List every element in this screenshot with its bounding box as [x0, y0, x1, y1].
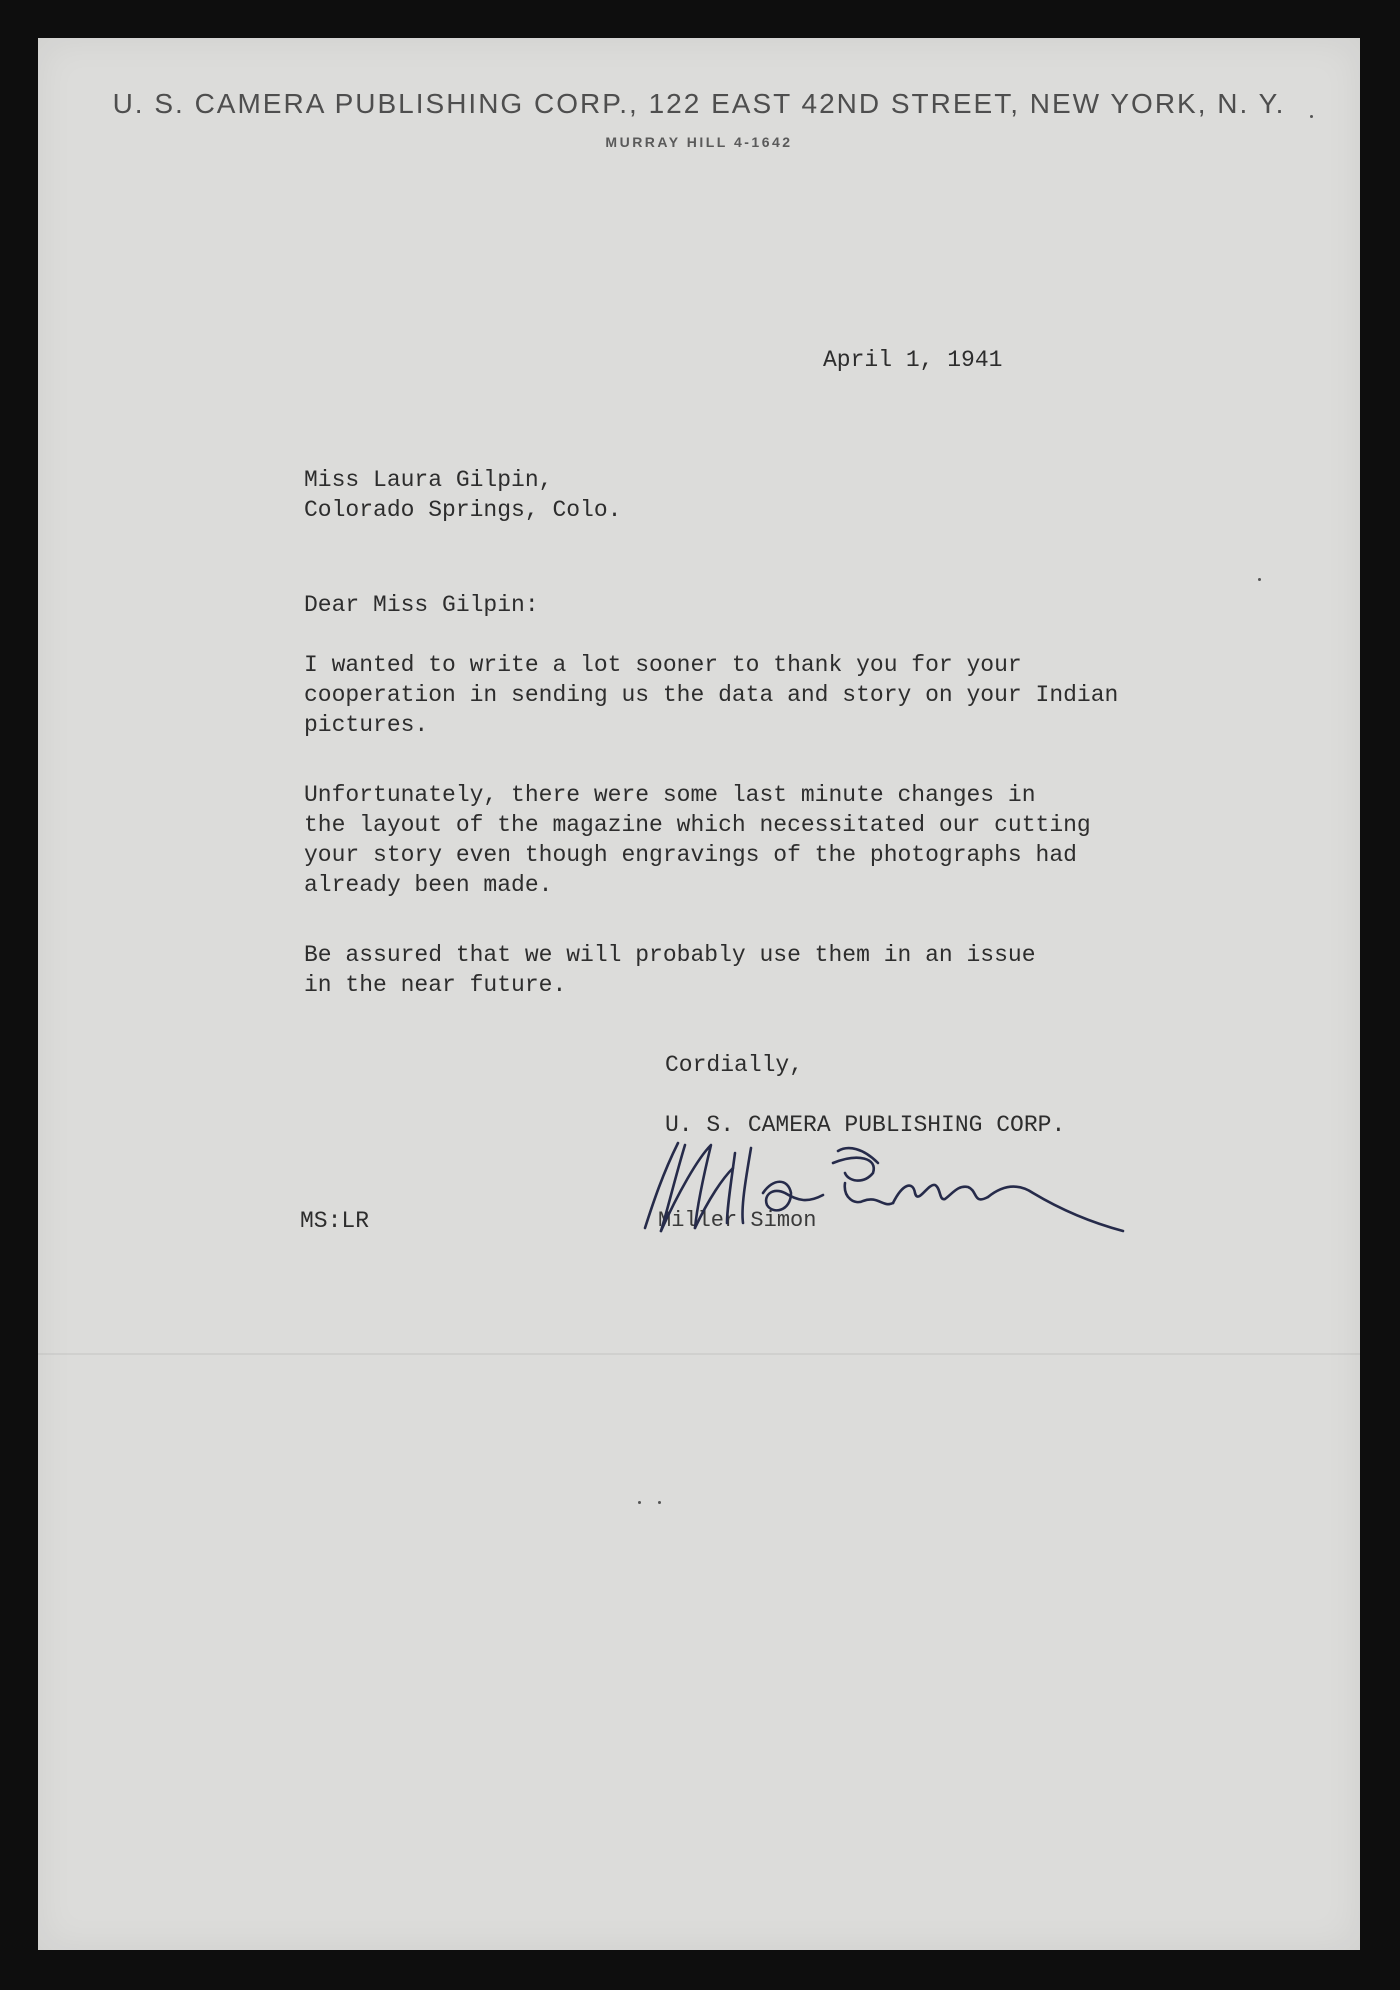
letter-date: April 1, 1941	[823, 347, 1003, 373]
recipient-city: Colorado Springs, Colo.	[304, 497, 622, 523]
handwritten-signature	[623, 1123, 1143, 1273]
typist-initials: MS:LR	[300, 1208, 370, 1234]
recipient-name: Miss Laura Gilpin,	[304, 467, 553, 493]
body-paragraph-1: I wanted to write a lot sooner to thank you for your cooperation in sending us the data and story on your Indian pictures.	[304, 652, 1119, 738]
paper-speck	[1310, 115, 1313, 118]
closing: Cordially,	[665, 1052, 804, 1078]
letterhead	[38, 88, 1360, 150]
paper-speck	[638, 1501, 641, 1504]
body-paragraph-2: Unfortunately, there were some last minute changes in the layout of the magazine which necessitated our cutting your story even though engravings of the photographs had already been made.	[304, 782, 1091, 898]
paper-speck	[1258, 578, 1261, 581]
paper-fold-line	[38, 1353, 1360, 1355]
body-paragraph-3: Be assured that we will probably use them in an issue in the near future.	[304, 942, 1036, 998]
paper-speck	[658, 1501, 661, 1504]
letter-page	[38, 38, 1360, 1950]
signature-company: U. S. CAMERA PUBLISHING CORP.	[665, 1112, 1066, 1138]
letterhead-phone: MURRAY HILL 4-1642	[605, 134, 793, 150]
signer-name: Miller Simon	[658, 1208, 817, 1233]
salutation: Dear Miss Gilpin:	[304, 592, 539, 618]
letterhead-company-address: U. S. CAMERA PUBLISHING CORP., 122 EAST 42ND STREET, NEW YORK, N. Y.	[112, 88, 1286, 119]
